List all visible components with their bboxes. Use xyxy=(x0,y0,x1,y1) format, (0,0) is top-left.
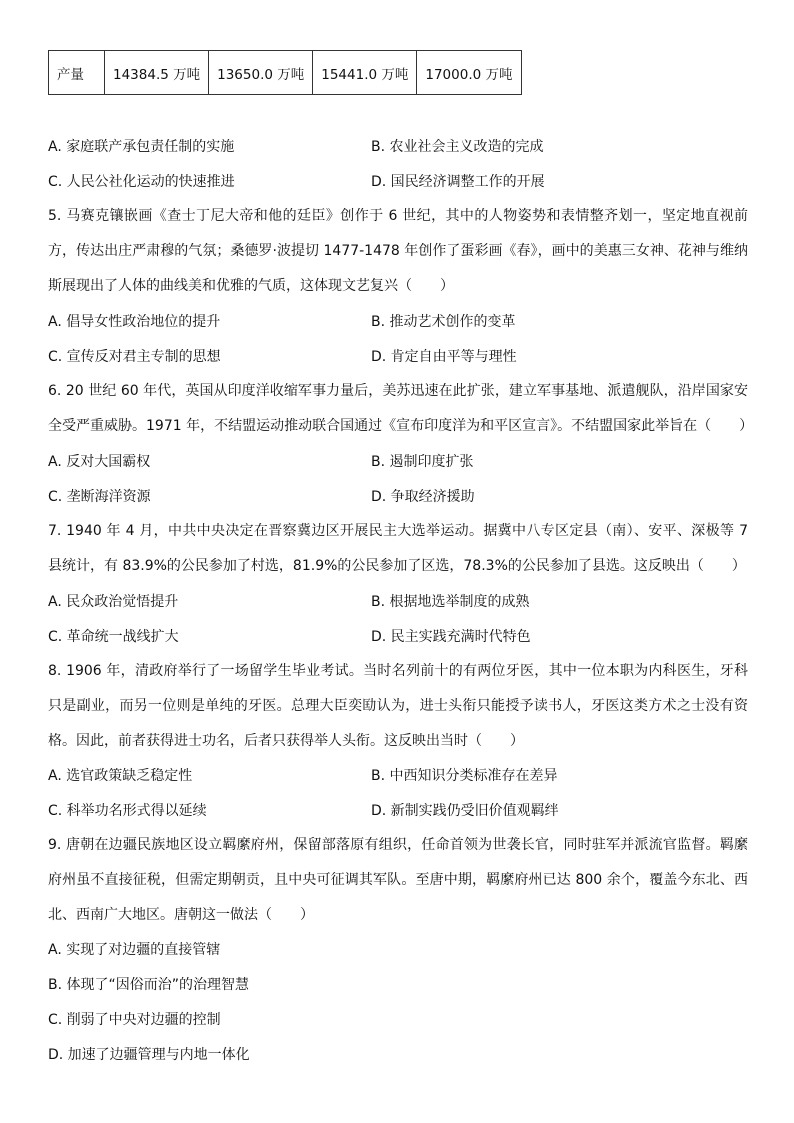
table-cell: 17000.0 万吨 xyxy=(417,51,521,95)
q9-option-d: D. 加速了边疆管理与内地一体化 xyxy=(48,1047,250,1063)
q7-stem: 7. 1940 年 4 月，中共中央决定在晋察冀边区开展民主大选举运动。据冀中八专区定县（南）、安平、深极等 7 县统计，有 83.9%的公民参加了村选，81.9%的公民参加了区选，78.3%的公民参加了县选。这反映出（ ） xyxy=(48,523,748,574)
q8-stem: 8. 1906 年，清政府举行了一场留学生毕业考试。当时名列前十的有两位牙医，其中一位本职为内科医生，牙科只是副业，而另一位则是单纯的牙医。总理大臣奕劻认为，进士头衔只能授予读书人，牙医这类方术之士没有资格。因此，前者获得进士功名，后者只获得举人头衔。这反映出当时（ ） xyxy=(48,663,748,749)
table-cell: 13650.0 万吨 xyxy=(209,51,313,95)
q5-option-b: B. 推动艺术创作的变革 xyxy=(371,314,516,330)
q6-option-b: B. 遏制印度扩张 xyxy=(371,454,474,470)
table-cell: 15441.0 万吨 xyxy=(313,51,417,95)
table-header-cell: 产量 xyxy=(49,51,105,95)
table-row xyxy=(49,51,522,95)
q9-option-c: C. 削弱了中央对边疆的控制 xyxy=(48,1012,221,1028)
q6-stem: 6. 20 世纪 60 年代，英国从印度洋收缩军事力量后，美苏迅速在此扩张，建立军事基地、派遣舰队，沿岸国家安全受严重威胁。1971 年，不结盟运动推动联合国通过《宣布印度洋为和平区宣言》。不结盟国家此举旨在（ ） xyxy=(48,383,754,434)
production-table xyxy=(48,50,522,95)
q8-option-d: D. 新制实践仍受旧价值观羁绊 xyxy=(371,803,559,819)
table-cell: 14384.5 万吨 xyxy=(105,51,209,95)
q9-option-b: B. 体现了“因俗而治”的治理智慧 xyxy=(48,977,250,993)
q9-option-a: A. 实现了对边疆的直接管辖 xyxy=(48,942,221,958)
q6-option-a: A. 反对大国霸权 xyxy=(48,454,151,470)
q4-option-a: A. 家庭联产承包责任制的实施 xyxy=(48,139,235,155)
q4-option-d: D. 国民经济调整工作的开展 xyxy=(371,174,545,190)
q7-option-c: C. 革命统一战线扩大 xyxy=(48,629,179,645)
q7-option-d: D. 民主实践充满时代特色 xyxy=(371,629,531,645)
q5-option-a: A. 倡导女性政治地位的提升 xyxy=(48,314,221,330)
q7-option-b: B. 根据地选举制度的成熟 xyxy=(371,594,530,610)
q7-option-a: A. 民众政治觉悟提升 xyxy=(48,594,179,610)
q5-option-c: C. 宣传反对君主专制的思想 xyxy=(48,349,221,365)
q8-option-a: A. 选官政策缺乏稳定性 xyxy=(48,768,193,784)
q8-option-c: C. 科举功名形式得以延续 xyxy=(48,803,207,819)
q9-stem: 9. 唐朝在边疆民族地区设立羁縻府州，保留部落原有组织，任命首领为世袭长官，同时驻军并派流官监督。羁縻府州虽不直接征税，但需定期朝贡，且中央可征调其军队。至唐中期，羁縻府州已达 800 余个，覆盖今东北、西北、西南广大地区。唐朝这一做法（ ） xyxy=(48,837,748,923)
q4-option-c: C. 人民公社化运动的快速推进 xyxy=(48,174,235,190)
q5-option-d: D. 肯定自由平等与理性 xyxy=(371,349,517,365)
q6-option-c: C. 垄断海洋资源 xyxy=(48,489,151,505)
q8-option-b: B. 中西知识分类标准存在差异 xyxy=(371,768,558,784)
q4-option-b: B. 农业社会主义改造的完成 xyxy=(371,139,544,155)
q5-stem: 5. 马赛克镶嵌画《查士丁尼大帝和他的廷臣》创作于 6 世纪，其中的人物姿势和表情整齐划一，坚定地直视前方，传达出庄严肃穆的气氛；桑德罗·波提切 1477-1478 年创作了蛋彩画《春》，画中的美惠三女神、花神与维纳斯展现出了人体的曲线美和优雅的气质，这体现文艺复兴（ ） xyxy=(48,208,748,294)
q6-option-d: D. 争取经济援助 xyxy=(371,489,475,505)
